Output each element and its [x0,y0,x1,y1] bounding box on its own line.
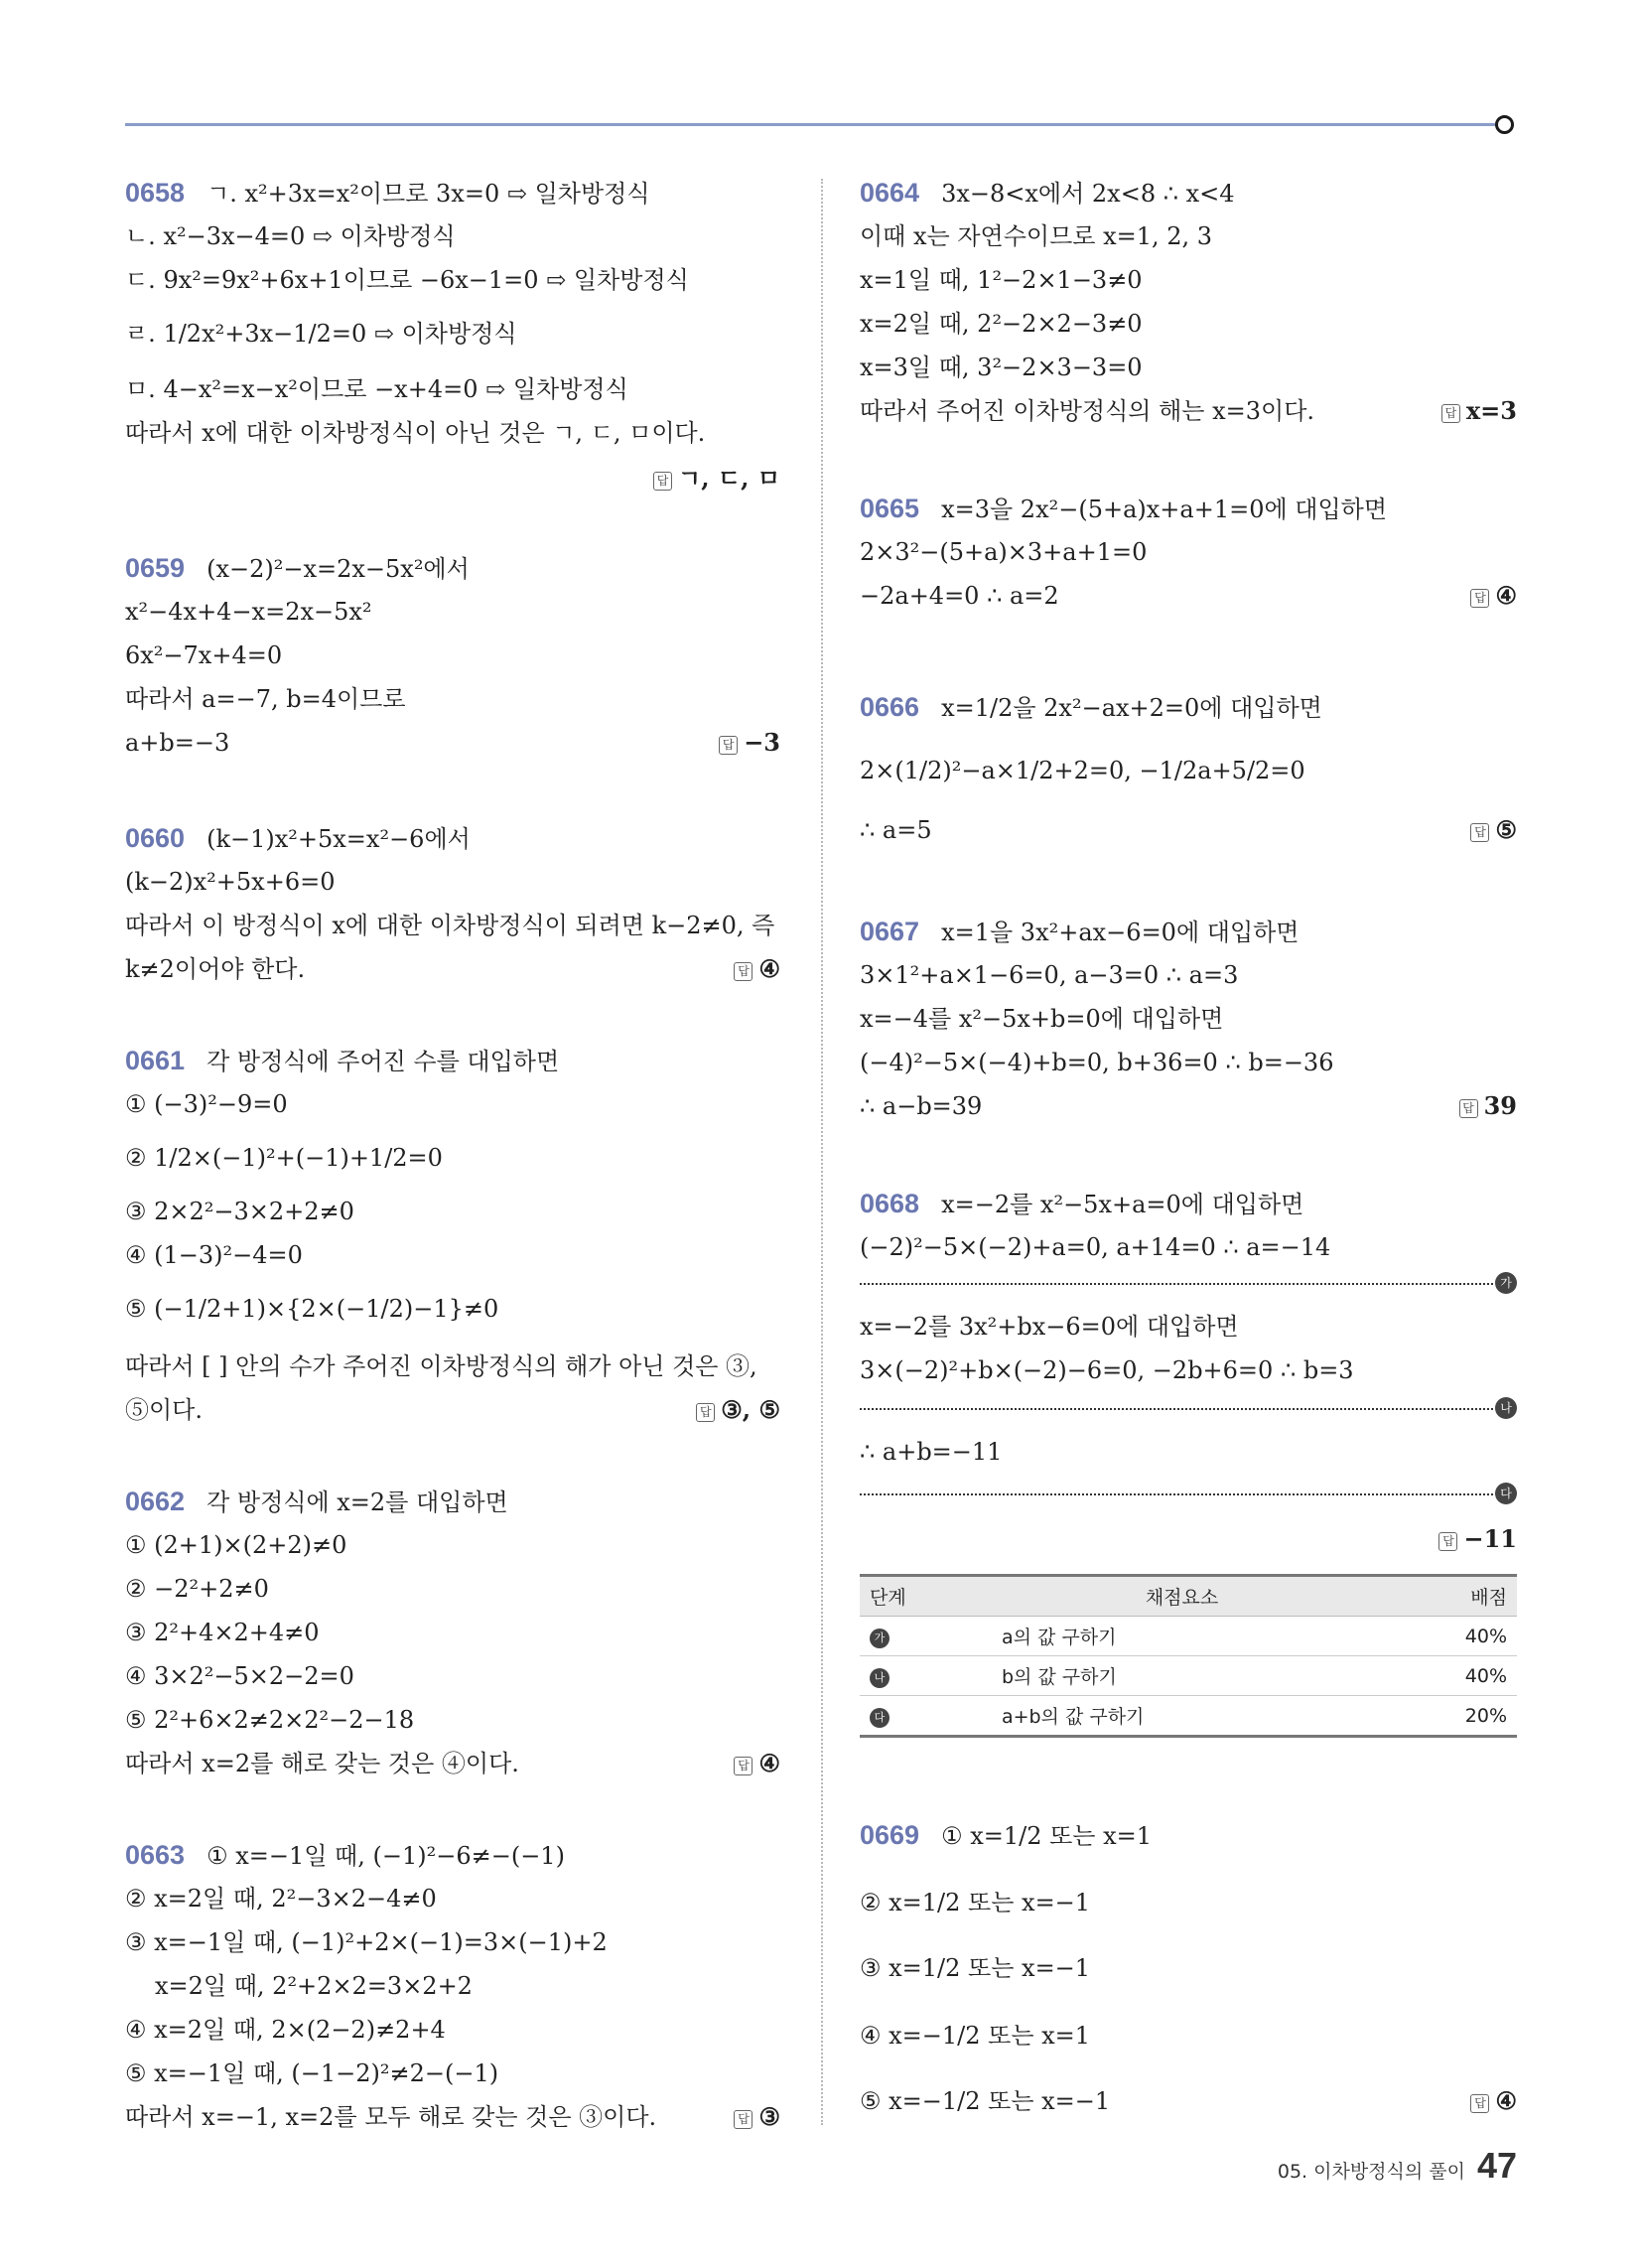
problem-0666-line-2: 2×(1/2)²−a×1/2+2=0, −1/2a+5/2=0 [860,757,1305,784]
stage-badge: 나 [870,1668,889,1688]
page-number: 47 [1476,2145,1517,2186]
problem-0659-line-5: a+b=−3 [125,729,230,757]
answer-icon: 답 [1470,589,1489,608]
problem-0661-line-3: ② 1/2×(−1)²+(−1)+1/2=0 [125,1144,443,1172]
answer-icon: 답 [734,1757,753,1775]
answer-icon: 답 [696,1403,715,1422]
criterion: a의 값 구하기 [992,1617,1372,1656]
problem-0663-line-7: 따라서 x=−1, x=2를 모두 해로 갖는 것은 ③이다. [125,2103,657,2131]
answer-icon: 답 [1438,1532,1457,1551]
problem-number: 0658 [125,178,186,208]
answer-0661: 답 ③, ⑤ [696,1394,780,1426]
problem-0668-line-3: x=−2를 3x²+bx−6=0에 대입하면 [860,1313,1239,1341]
problem-0662-line-3: ② −2²+2≠0 [125,1575,269,1603]
problem-0660-line-1: 0660 (k−1)x²+5x=x²−6에서 [125,823,471,853]
points: 20% [1372,1696,1517,1737]
table-row [860,1617,1517,1656]
problem-0663-line-4: x=2일 때, 2²+2×2=3×2+2 [155,1972,473,2000]
problem-0667-line-1: 0667 x=1을 3x²+ax−6=0에 대입하면 [860,917,1300,946]
step-divider [860,1283,1493,1285]
problem-0664-line-2: 이때 x는 자연수이므로 x=1, 2, 3 [860,222,1213,250]
problem-number: 0669 [860,1820,920,1850]
column-divider [821,179,823,2125]
table-row [860,1696,1517,1737]
problem-0661-line-1: 0661 각 방정식에 주어진 수를 대입하면 [125,1046,560,1075]
problem-0661-line-2: ① (−3)²−9=0 [125,1090,288,1118]
answer-0664: 답 x=3 [1441,395,1517,427]
answer-icon: 답 [1470,2094,1489,2113]
problem-0659-line-4: 따라서 a=−7, b=4이므로 [125,685,406,713]
footer-chapter: 05. 이차방정식의 풀이 [1277,2161,1465,2183]
step-badge-1: 가 [1495,1272,1517,1294]
criterion: a+b의 값 구하기 [992,1696,1372,1737]
top-rule-dot [1495,115,1514,134]
answer-icon: 답 [719,736,738,755]
problem-0668-line-5: ∴ a+b=−11 [860,1438,1003,1466]
problem-0662-line-6: ⑤ 2²+6×2≠2×2²−2−18 [125,1706,415,1734]
problem-0665-line-2: 2×3²−(5+a)×3+a+1=0 [860,538,1148,566]
problem-0661-line-5: ④ (1−3)²−4=0 [125,1241,303,1269]
answer-icon: 답 [1441,404,1460,423]
problem-0668-line-4: 3×(−2)²+b×(−2)−6=0, −2b+6=0 ∴ b=3 [860,1356,1354,1384]
answer-0666: 답 ⑤ [1470,814,1517,846]
scoring-table [860,1574,1517,1738]
problem-0664-line-1: 0664 3x−8<x에서 2x<8 ∴ x<4 [860,178,1235,208]
problem-0662-line-7: 따라서 x=2를 해로 갖는 것은 ④이다. [125,1750,519,1777]
problem-0669-line-3: ③ x=1/2 또는 x=−1 [860,1954,1091,1982]
problem-0664-line-6: 따라서 주어진 이차방정식의 해는 x=3이다. [860,397,1315,425]
problem-number: 0661 [125,1046,186,1075]
problem-0661-line-4: ③ 2×2²−3×2+2≠0 [125,1198,354,1225]
problem-0658-line-6: 따라서 x에 대한 이차방정식이 아닌 것은 ㄱ, ㄷ, ㅁ이다. [125,419,706,447]
answer-0659: 답 −3 [719,727,780,759]
problem-0659-line-2: x²−4x+4−x=2x−5x² [125,598,372,626]
problem-0669-line-5: ⑤ x=−1/2 또는 x=−1 [860,2087,1111,2115]
problem-0660-line-4: k≠2이어야 한다. [125,955,306,983]
answer-icon: 답 [734,962,753,981]
step-divider [860,1493,1493,1495]
answer-0665: 답 ④ [1470,580,1517,612]
problem-0669-line-4: ④ x=−1/2 또는 x=1 [860,2022,1091,2050]
problem-number: 0662 [125,1487,186,1516]
answer-0663: 답 ③ [734,2101,780,2133]
table-row [860,1656,1517,1696]
problem-number: 0666 [860,692,920,722]
problem-0661-line-7: 따라서 [ ] 안의 수가 주어진 이차방정식의 해가 아닌 것은 ③, [125,1352,757,1380]
problem-0662-line-4: ③ 2²+4×2+4≠0 [125,1619,320,1646]
answer-0668: 답 −11 [1438,1523,1517,1555]
stage-badge: 가 [870,1629,889,1648]
problem-0667-line-4: (−4)²−5×(−4)+b=0, b+36=0 ∴ b=−36 [860,1049,1334,1076]
points: 40% [1372,1656,1517,1696]
header-points: 배점 [1372,1576,1517,1617]
problem-number: 0663 [125,1840,186,1870]
points: 40% [1372,1617,1517,1656]
answer-0667: 답 39 [1459,1090,1517,1122]
problem-0659-line-1: 0659 (x−2)²−x=2x−5x²에서 [125,553,470,583]
problem-number: 0667 [860,917,920,946]
stage-badge: 다 [870,1708,889,1728]
step-badge-2: 나 [1495,1397,1517,1419]
problem-0660-line-3: 따라서 이 방정식이 x에 대한 이차방정식이 되려면 k−2≠0, 즉 [125,912,775,939]
answer-icon: 답 [734,2110,753,2129]
problem-0664-line-3: x=1일 때, 1²−2×1−3≠0 [860,266,1143,294]
problem-0661-line-8: ⑤이다. [125,1396,203,1424]
problem-0660-line-2: (k−2)x²+5x+6=0 [125,868,336,896]
problem-0669-line-2: ② x=1/2 또는 x=−1 [860,1889,1091,1916]
problem-0667-line-3: x=−4를 x²−5x+b=0에 대입하면 [860,1005,1224,1033]
problem-0664-line-4: x=2일 때, 2²−2×2−3≠0 [860,310,1143,338]
problem-0658-line-2: ㄴ. x²−3x−4=0 ⇨ 이차방정식 [125,222,456,250]
header-criterion: 채점요소 [992,1576,1372,1617]
scoring-table-header [860,1576,1517,1617]
problem-0659-line-3: 6x²−7x+4=0 [125,641,283,669]
problem-number: 0665 [860,494,920,523]
top-rule [125,123,1505,126]
step-badge-3: 다 [1495,1483,1517,1504]
problem-0662-line-1: 0662 각 방정식에 x=2를 대입하면 [125,1487,508,1516]
answer-0658: 답 ㄱ, ㄷ, ㅁ [653,463,780,495]
problem-0663-line-5: ④ x=2일 때, 2×(2−2)≠2+4 [125,2016,446,2044]
answer-icon: 답 [1459,1099,1478,1118]
problem-0661-line-6: ⑤ (−1/2+1)×{2×(−1/2)−1}≠0 [125,1295,499,1323]
answer-0662: 답 ④ [734,1748,780,1779]
problem-0663-line-6: ⑤ x=−1일 때, (−1−2)²≠2−(−1) [125,2059,499,2087]
step-divider [860,1408,1493,1410]
problem-0658-line-4: ㄹ. 1/2x²+3x−1/2=0 ⇨ 이차방정식 [125,320,517,348]
header-step: 단계 [860,1576,992,1617]
problem-number: 0668 [860,1189,920,1218]
problem-0665-line-3: −2a+4=0 ∴ a=2 [860,582,1059,610]
problem-0667-line-2: 3×1²+a×1−6=0, a−3=0 ∴ a=3 [860,961,1239,989]
answer-0669: 답 ④ [1470,2085,1517,2117]
problem-0662-line-5: ④ 3×2²−5×2−2=0 [125,1662,354,1690]
problem-0665-line-1: 0665 x=3을 2x²−(5+a)x+a+1=0에 대입하면 [860,494,1388,523]
problem-0669-line-1: 0669 ① x=1/2 또는 x=1 [860,1820,1153,1850]
criterion: b의 값 구하기 [992,1656,1372,1696]
problem-0666-line-3: ∴ a=5 [860,816,932,844]
problem-number: 0659 [125,553,186,583]
problem-0668-line-2: (−2)²−5×(−2)+a=0, a+14=0 ∴ a=−14 [860,1233,1331,1261]
problem-0663-line-1: 0663 ① x=−1일 때, (−1)²−6≠−(−1) [125,1840,565,1870]
problem-0663-line-2: ② x=2일 때, 2²−3×2−4≠0 [125,1885,437,1913]
answer-0660: 답 ④ [734,953,780,985]
problem-0658-line-5: ㅁ. 4−x²=x−x²이므로 −x+4=0 ⇨ 일차방정식 [125,375,628,403]
problem-0666-line-1: 0666 x=1/2을 2x²−ax+2=0에 대입하면 [860,692,1322,722]
problem-0658-line-1: 0658 ㄱ. x²+3x=x²이므로 3x=0 ⇨ 일차방정식 [125,178,650,208]
problem-0658-line-3: ㄷ. 9x²=9x²+6x+1이므로 −6x−1=0 ⇨ 일차방정식 [125,266,689,294]
problem-0663-line-3: ③ x=−1일 때, (−1)²+2×(−1)=3×(−1)+2 [125,1928,608,1956]
problem-0667-line-5: ∴ a−b=39 [860,1092,983,1120]
problem-0668-line-1: 0668 x=−2를 x²−5x+a=0에 대입하면 [860,1189,1304,1218]
answer-icon: 답 [653,472,672,491]
answer-icon: 답 [1470,823,1489,842]
problem-0662-line-2: ① (2+1)×(2+2)≠0 [125,1531,347,1559]
problem-0664-line-5: x=3일 때, 3²−2×3−3=0 [860,354,1143,381]
problem-number: 0660 [125,823,186,853]
problem-number: 0664 [860,178,920,208]
